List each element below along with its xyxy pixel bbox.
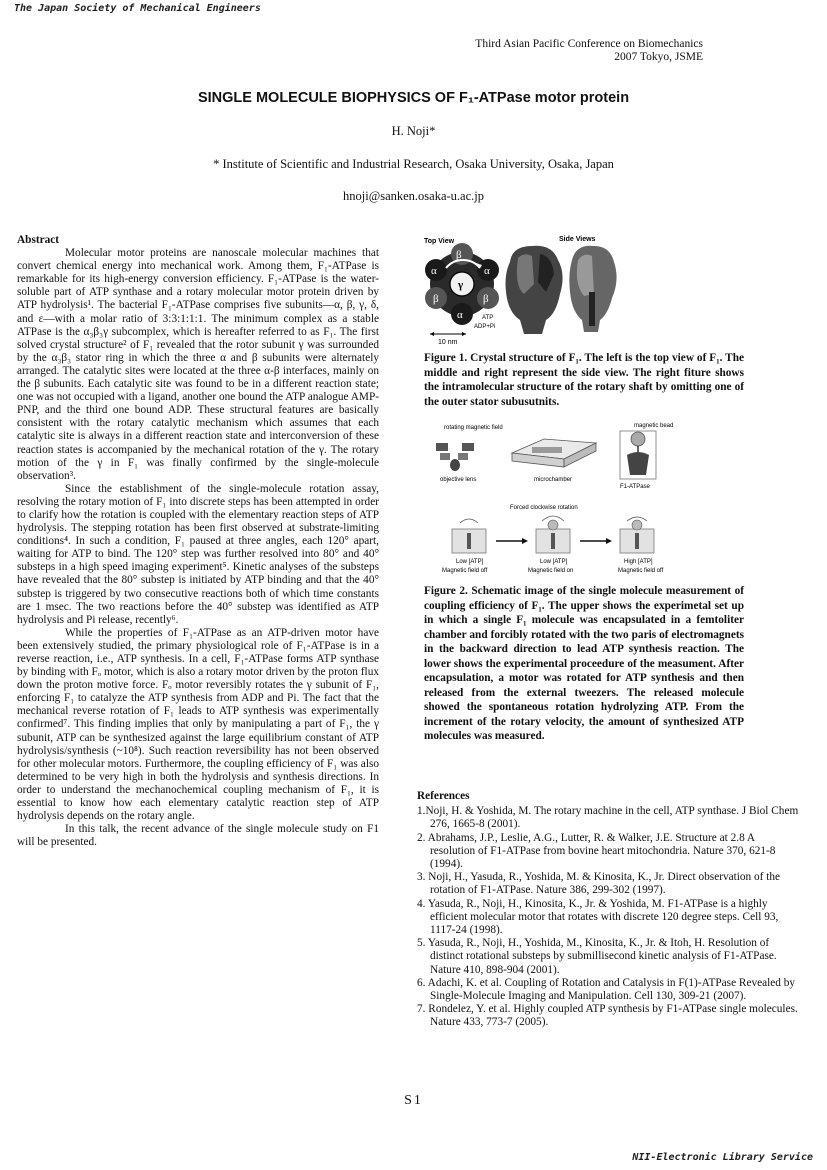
high-atp-label: High [ATP] bbox=[624, 559, 653, 565]
alpha-label-left: α bbox=[431, 265, 437, 277]
reference-item: 3. Noji, H., Yasuda, R., Yoshida, M. & Kinosita, K., Jr. Direct observation of the rotation of F1-ATPase. Nature 386, 299-302 (1997). bbox=[417, 871, 781, 897]
figure-2-caption: Figure 2. Schematic image of the single molecule measurement of coupling efficiency of F₁. The upper shows the experimetal set up in which a single F₁ molecule was encapsulated in a femtoliter chamber and forcibly rotated with the two paris of electromagnets in the backward direction to lead ATP synthesis reaction. The lower shows the experimental proceedure of the measument. After encapsulation, a motor was rotated for ATP synthesis and then released from the external tweezers. The released molecule showed the spontaneous rotation hydrolyzing ATP. From the increment of the rotary velocity, the amount of synthesized ATP molecules was measured. bbox=[424, 585, 744, 742]
adp-label: ADP+Pi bbox=[474, 324, 496, 330]
conference-line-2: 2007 Tokyo, JSME bbox=[614, 51, 703, 63]
figure-1-image bbox=[424, 234, 744, 346]
f1-atpase-label: F1-ATPase bbox=[620, 484, 650, 490]
conference-info bbox=[475, 38, 703, 64]
paper-affiliation: * Institute of Scientific and Industrial Research, Osaka University, Osaka, Japan bbox=[213, 157, 614, 171]
f1-bead-drawing bbox=[620, 431, 656, 479]
side-view-right bbox=[569, 246, 616, 332]
arrow-2 bbox=[580, 538, 612, 544]
abstract-paragraph: Molecular motor proteins are nanoscale molecular machines that convert chemical energy into mechanical work. Among them, F₁-ATPase is remarkable for its high-energy conversion efficiency. F₁-ATPase is the water-soluble part of ATP synthase and a rotary molecular motor protein driven by ATP hydrolysis¹. The bacterial F₁-ATPase comprises five subunits—α, β, γ, δ, and ε—with a molar ratio of 3:3:1:1:1. The minimum complex as a stable ATPase is the α₃β₃γ subcomplex, which is hereafter referred to as F₁. The first solved crystal structure² of F₁ revealed that the rotor subunit γ was surrounded by the α₃β₃ stator ring in which the three α and β subunits were alternately arranged. The catalytic sites were located at the three α-β interfaces, mainly on the β subunits. Each catalytic site was found to be in a different reaction state; one was not occupied with a ligand, another one bound the ATP analogue AMP-PNP, and the third one bound ADP. These structural features are basically consistent with the rotary catalytic mechanism which assumes that each catalytic site is always in a different reaction state and interconversion of these reaction states is accompanied by the mechanical rotation of the γ. The rotary motion of the γ in F₁ was finally confirmed by the single-molecule observation³. bbox=[17, 247, 379, 482]
magnetic-bead-label: magnetic bead bbox=[634, 423, 674, 429]
field-on-label: Magnetic field on bbox=[528, 568, 574, 574]
field-off-label-1: Magnetic field off bbox=[442, 568, 488, 574]
abstract-heading: Abstract bbox=[17, 234, 60, 246]
chamber-step-2 bbox=[536, 516, 570, 553]
beta-label-right: β bbox=[483, 293, 489, 305]
abstract-section bbox=[17, 234, 379, 849]
abstract-paragraph: In this talk, the recent advance of the single molecule study on F1 will be presented. bbox=[17, 823, 379, 849]
field-off-label-2: Magnetic field off bbox=[618, 568, 664, 574]
references-section bbox=[417, 790, 802, 1030]
society-header: The Japan Society of Mechanical Engineers bbox=[14, 3, 261, 14]
low-atp-label-1: Low [ATP] bbox=[456, 559, 484, 565]
figure-2 bbox=[424, 421, 744, 744]
top-view-label: Top View bbox=[424, 238, 455, 245]
chamber-step-3 bbox=[620, 517, 654, 553]
gamma-label: γ bbox=[458, 279, 464, 291]
beta-label-top: β bbox=[456, 249, 462, 261]
side-views-label: Side Views bbox=[559, 236, 596, 243]
top-view-structure bbox=[425, 243, 499, 325]
figure-1 bbox=[424, 234, 744, 409]
forced-rotation-label: Forced clockwise rotation bbox=[510, 505, 578, 511]
side-view-middle bbox=[506, 246, 563, 334]
reference-item: 1.Noji, H. & Yoshida, M. The rotary machine in the cell, ATP synthase. J Biol Chem 276, 1665-8 (2001). bbox=[417, 805, 799, 831]
paper-author: H. Noji* bbox=[391, 124, 436, 138]
alpha-label-bottom: α bbox=[457, 309, 463, 321]
beta-label-left: β bbox=[433, 293, 439, 305]
rotating-field-label: rotating magnetic field bbox=[444, 425, 503, 431]
library-footer: NII-Electronic Library Service bbox=[632, 1152, 813, 1163]
paper-title: SINGLE MOLECULE BIOPHYSICS OF F₁-ATPase motor protein bbox=[197, 90, 630, 106]
objective-lens-label: objective lens bbox=[440, 477, 477, 483]
microchamber-drawing bbox=[512, 439, 596, 467]
author-email: hnoji@sanken.osaka-u.ac.jp bbox=[343, 189, 484, 203]
abstract-paragraph: While the properties of F₁-ATPase as an ATP-driven motor have been extensively studied, the primary physiological role of F₁-ATPase is in a reverse reaction, i.e., ATP synthesis. In a cell, F₁-ATPase forms ATP synthase by binding with Fₒ motor, which is also a rotary motor driven by the proton flux down the proton motive force. Fₒ motor reversibly rotates the γ subunit of F₁, enforcing F₁ to catalyze the ATP synthesis from ADP and Pi. The fact that the mechanical reverse rotation of F₁ leads to ATP synthesis was experimentally confirmed⁷. This finding implies that only by manipulating a part of F₁, the γ subunit, ATP can be synthesized against the large equilibrium constant of ATP hydrolysis/synthesis (~10⁸). Such reaction reversibility has not been observed for other molecular motors. Furthermore, the coupling efficiency of F₁ was also determined to be very high in both the hydrolysis and synthesis directions. In order to understand the mechanochemical coupling mechanism of F₁, it is essential to know how each elementary catalytic reaction step of ATP hydrolysis depends on the rotary angle. bbox=[17, 626, 379, 823]
alpha-label-right: α bbox=[484, 265, 490, 277]
figure-1-caption: Figure 1. Crystal structure of F₁. The left is the top view of F₁. The middle and right represent the side view. The right fiture shows the intramolecular structure of the rotary shaft by omitting one of the outer stator subusutnits. bbox=[424, 352, 744, 408]
reference-item: 6. Adachi, K. et al. Coupling of Rotation and Catalysis in F(1)-ATPase Revealed by Single-Molecule Imaging and Manipulation. Cell 130, 309-21 (2007). bbox=[417, 976, 796, 1003]
reference-item: 4. Yasuda, R., Noji, H., Kinosita, K., Jr. & Yoshida, M. F1-ATPase is a highly efficient molecular motor that rotates with discrete 120 degree steps. Cell 93, 1117-24 (1998). bbox=[417, 897, 779, 937]
reference-item: 7. Rondelez, Y. et al. Highly coupled ATP synthesis by F1-ATPase single molecules. Nature 433, 773-7 (2005). bbox=[417, 1003, 798, 1029]
figures-column bbox=[424, 234, 744, 744]
reference-item: 5. Yasuda, R., Noji, H., Yoshida, M., Kinosita, K., Jr. & Itoh, H. Resolution of distinct rotational substeps by submillisecond kinetic analysis of F1-ATPase. Nature 410, 898-904 (2001). bbox=[417, 937, 777, 976]
chamber-step-1 bbox=[452, 519, 486, 553]
arrow-1 bbox=[496, 538, 528, 544]
abstract-paragraph: Since the establishment of the single-molecule rotation assay, resolving the rotary motion of F₁ into discrete steps has been attempted in order to clarify how the rotation is coupled with the elementary reaction steps of ATP hydrolysis. The stepping rotation has been first observed at substrate-limiting conditions⁴. In such a condition, F₁ paused at three angles, each 120° apart, waiting for ATP to bind. The 120° step was further resolved into 80° and 40° substeps in a high speed imaging experiment⁵. Kinetic analyses of the substeps have revealed that the 80° substep is initiated by ATP binding and that the 40° substep is triggered by two consecutive reactions both of which time constants are 1 msec. The two reactions before the 40° substep was identified as ATP hydrolysis and Pi release, recently⁶. bbox=[17, 482, 379, 626]
atp-label: ATP bbox=[482, 315, 494, 321]
low-atp-label-2: Low [ATP] bbox=[540, 559, 568, 565]
conference-line-1: Third Asian Pacific Conference on Biomechanics bbox=[475, 38, 703, 50]
reference-item: 2. Abrahams, J.P., Leslie, A.G., Lutter, R. & Walker, J.E. Structure at 2.8 A resolution of F1-ATPase from bovine heart mitochondria. Nature 370, 621-8 (1994). bbox=[417, 831, 776, 871]
electromagnets bbox=[436, 443, 474, 471]
references-heading: References bbox=[417, 790, 470, 802]
microchamber-label: microchamber bbox=[534, 477, 573, 483]
figure-2-image bbox=[424, 421, 744, 579]
scale-label: 10 nm bbox=[438, 339, 458, 346]
page-number: S1 bbox=[404, 1093, 423, 1108]
